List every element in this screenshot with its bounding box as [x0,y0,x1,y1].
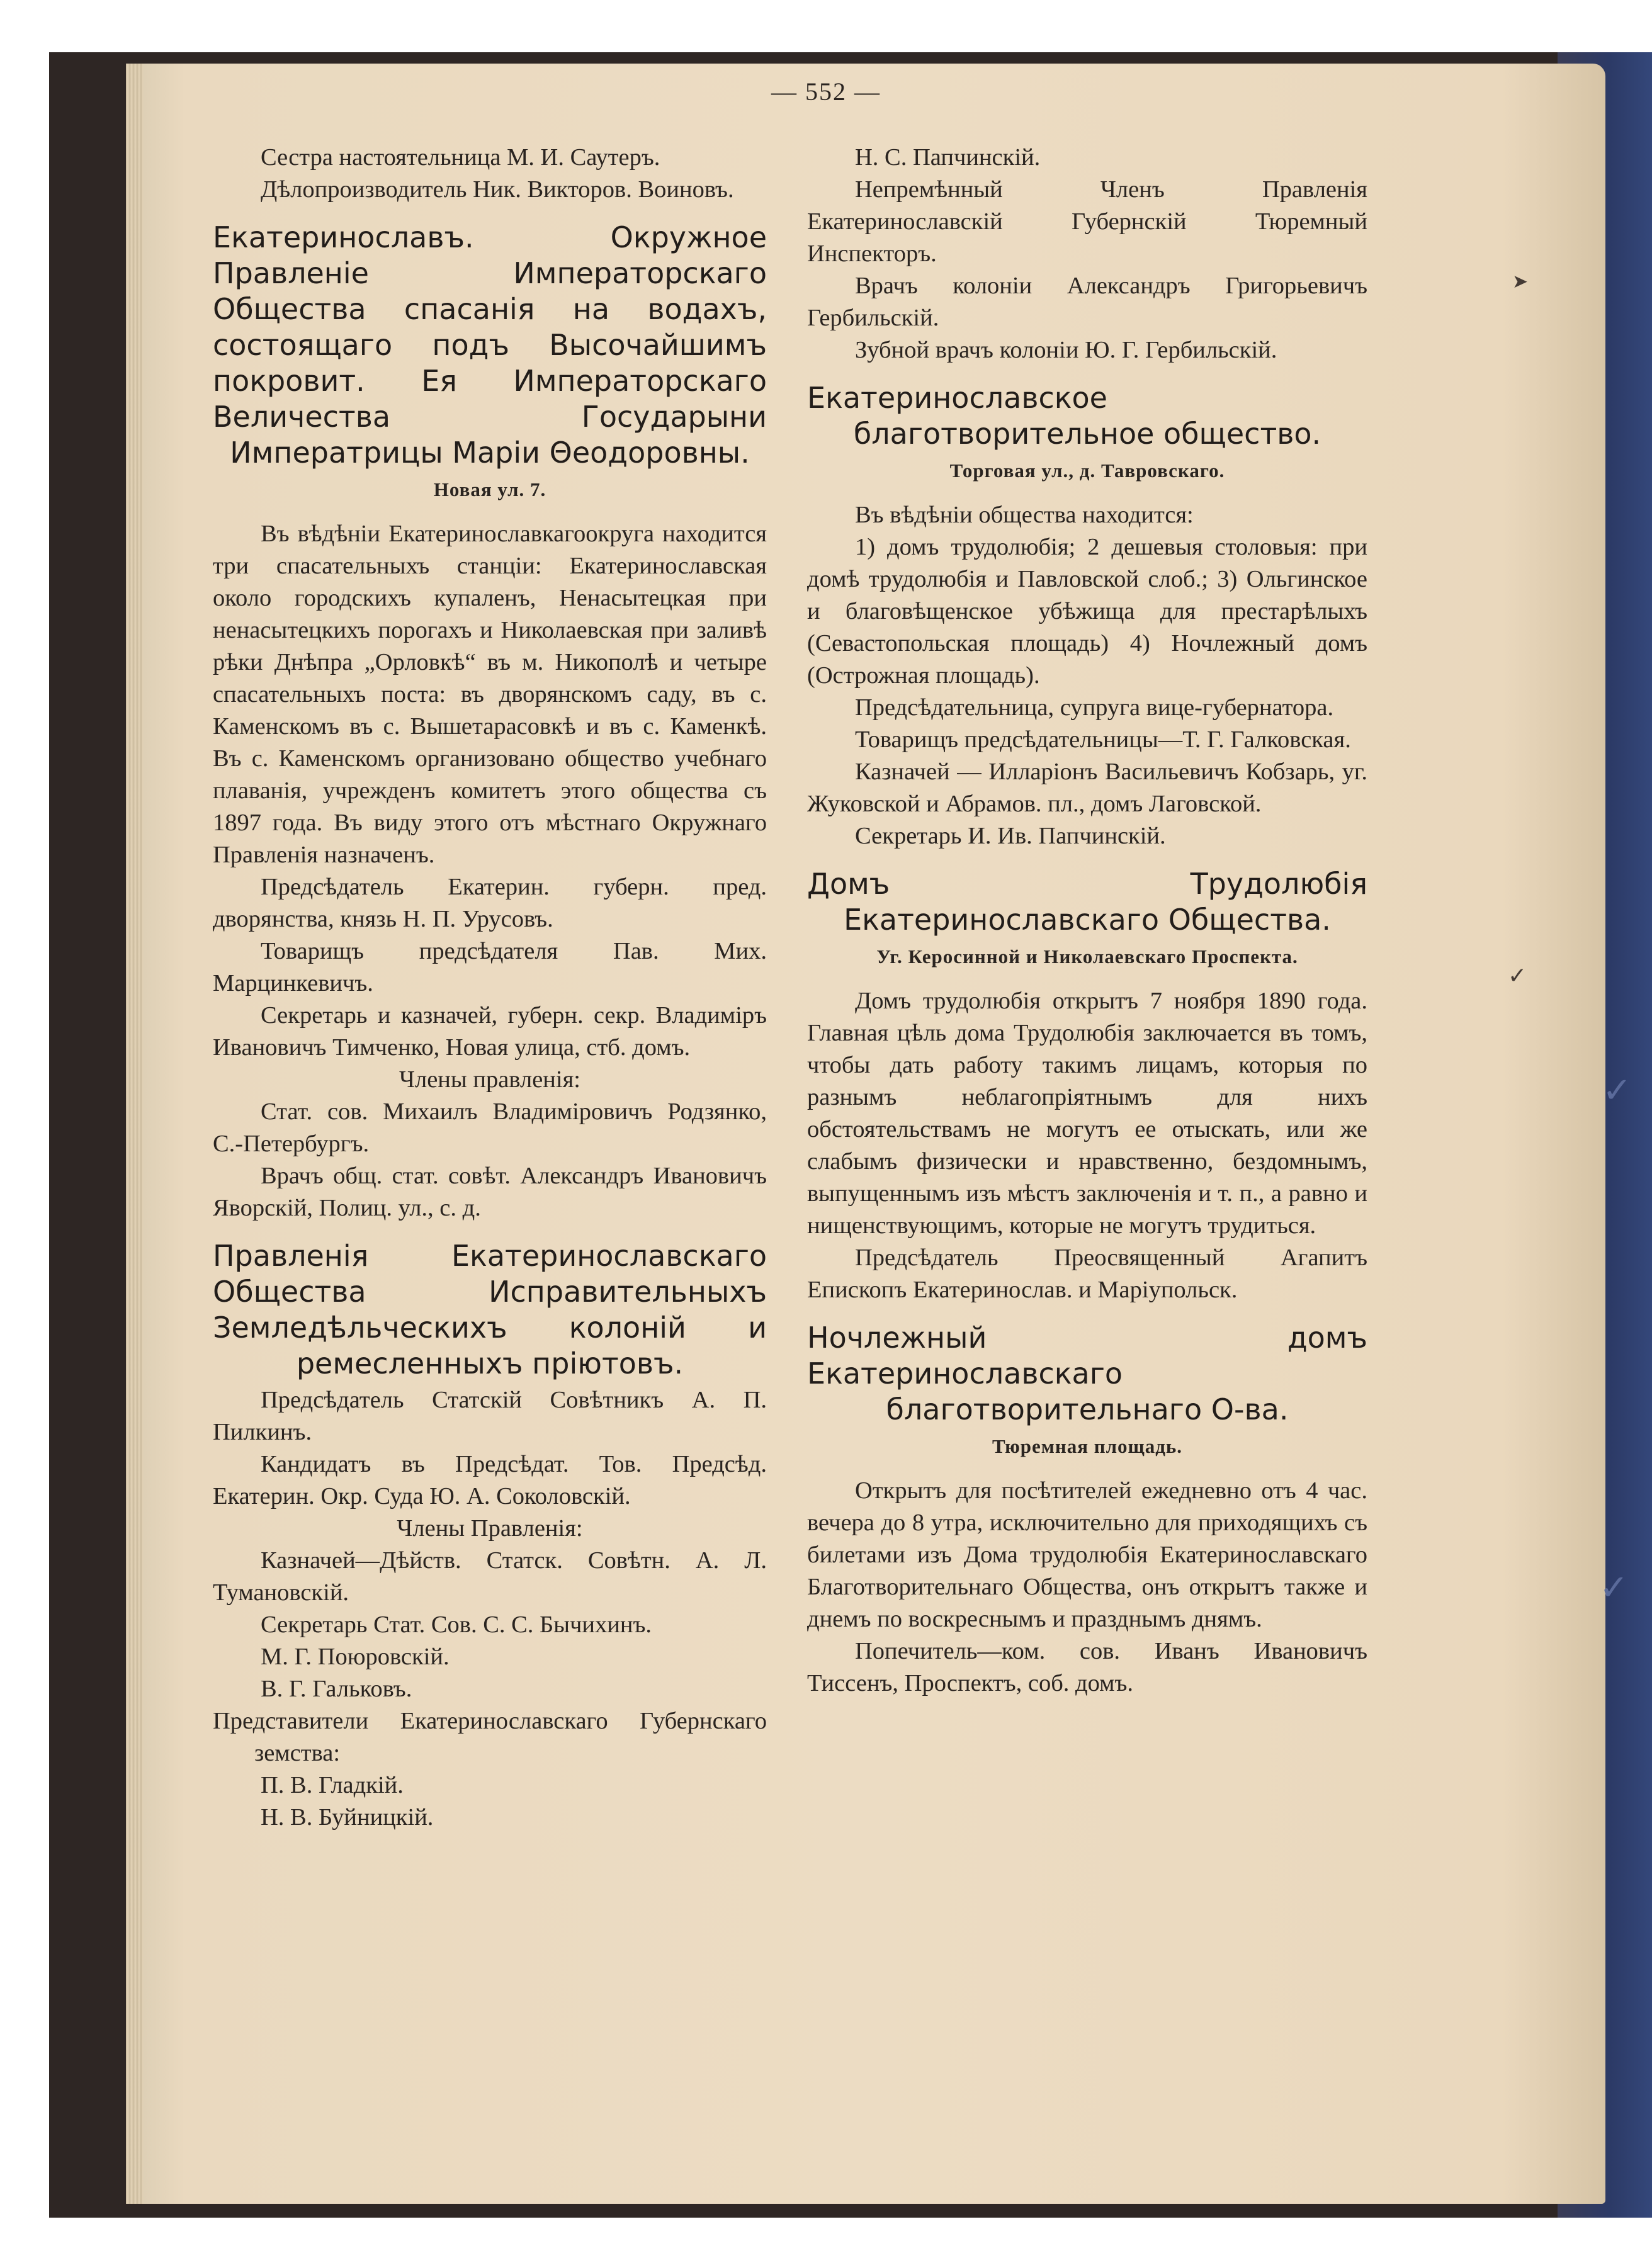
deputy-entry: Товарищъ предсѣдателя Пав. Мих. Марцинкевичъ. [213,938,767,996]
section-heading: Екатеринославъ. Окружное Правленіе Императорскаго Общества спасанія на водахъ, состоящаго подъ Высочайшимъ покровит. Ея Императорскаго Величества Государыни Императрицы Маріи Θеодоровны. [213,220,767,470]
page-number: — 552 — [771,77,881,106]
margin-mark-arrow-icon: ➤ [1512,271,1529,293]
secretary-entry: Секретарь и казначей, губерн. секр. Владиміръ Ивановичъ Тимченко, Новая улица, стб. домъ. [213,1002,767,1061]
section-address: Тюремная площадь. [992,1435,1183,1457]
left-column [213,142,767,1834]
treasurer-entry: Казначей — Илларіонъ Васильевичъ Кобзарь, уг. Жуковской и Абрамов. пл., домъ Лаговской. [807,759,1367,817]
right-column [807,142,1367,1700]
section-heading: Екатеринославское благотворительное общество. [807,381,1321,451]
representative-entry: П. В. Гладкій. [261,1772,404,1798]
chairman-entry: Предсѣдатель Статскій Совѣтникъ А. П. Пилкинъ. [213,1387,767,1445]
intro-line: Непремѣнный Членъ Правленія Екатеринославскій Губернскій Тюремный Инспекторъ. [807,176,1367,267]
secretary-entry: Секретарь И. Ив. Папчинскій. [855,823,1166,849]
section-heading: Ночлежный домъ Екатеринославскаго благотворительнаго О-ва. [807,1321,1367,1426]
member-entry: В. Г. Гальковъ. [261,1676,412,1702]
section-body: Въ вѣдѣніи Екатеринославкагоокруга находится три спасательныхъ станціи: Екатеринославская около городскихъ купаленъ, Ненасытецкая при ненасытецкихъ порогахъ и Николаевская при заливѣ рѣки Днѣпра „Орловкѣ“ въ м. Никополѣ и четыре спасательныхъ поста: въ дворянскомъ саду, въ с. Каменскомъ въ с. Вышетарасовкѣ и въ с. Каменкѣ. Въ с. Каменскомъ организовано общество учебнаго плаванія, учрежденъ комитетъ этого общества съ 1897 года. Въ виду этого отъ мѣстнаго Окружнаго Правленія назначенъ. [213,521,767,868]
intro-line: Дѣлопроизводитель Ник. Викторов. Воиновъ. [261,176,734,203]
chairman-entry: Предсѣдатель Преосвященный Агапитъ Епископъ Екатеринослав. и Маріупольск. [807,1244,1367,1303]
members-label: Члены правленія: [399,1066,581,1093]
chair-entry: Предсѣдательница, супруга вице-губернатора. [855,694,1334,721]
margin-check-icon: ✓ [1599,1567,1629,1608]
section-address: Новая ул. 7. [433,478,546,500]
member-entry: М. Г. Поюровскій. [261,1644,450,1670]
intro-line: Зубной врачъ колоніи Ю. Г. Гербильскій. [855,337,1277,363]
section-body: Домъ трудолюбія открытъ 7 ноября 1890 года. Главная цѣль дома Трудолюбія заключается въ томъ, чтобы дать работу такимъ лицамъ, которыя по разнымъ неблагопріятнымъ для нихъ обстоятельствамъ не могутъ ее отыскать, или же слабымъ физически и нравственно, бездомнымъ, выпущеннымъ изъ мѣстъ заключенія и т. п., а равно и нищенствующимъ, которые не могутъ трудиться. [807,988,1367,1239]
treasurer-entry: Казначей—Дѣйств. Статск. Совѣтн. А. Л. Тумановскій. [213,1547,767,1606]
section-address: Уг. Керосинной и Николаевскаго Проспекта. [876,945,1298,968]
section-heading: Правленія Екатеринославскаго Общества Исправительныхъ Земледѣльческихъ колоній и ремесленныхъ пріютовъ. [213,1239,767,1380]
representative-entry: Н. В. Буйницкій. [261,1804,434,1831]
member-entry: Врачъ общ. стат. совѣт. Александръ Ивановичъ Яворскій, Полиц. ул., с. д. [213,1163,767,1221]
member-entry: Стат. сов. Михаилъ Владиміровичъ Родзянко, С.-Петербургъ. [213,1098,767,1157]
secretary-entry: Секретарь Стат. Сов. С. С. Бычихинъ. [261,1611,652,1638]
members-label: Члены Правленія: [397,1515,583,1542]
trustee-entry: Попечитель—ком. сов. Иванъ Ивановичъ Тиссенъ, Проспектъ, соб. домъ. [807,1638,1367,1696]
margin-check-icon: ✓ [1602,1070,1632,1111]
zemstvo-label: Представители Екатеринославскаго Губернскаго земства: [213,1708,767,1766]
margin-pencil-mark-icon: ✓ [1508,963,1527,989]
section-body: 1) домъ трудолюбія; 2 дешевыя столовыя: при домѣ трудолюбія и Павловской слоб.; 3) Ольгинское и благовѣщенское убѣжища для престарѣлыхъ (Севастопольская площадь) 4) Ночлежный домъ (Острожная площадь). [807,534,1367,689]
intro-line: Н. С. Папчинскій. [855,144,1041,171]
page-edges [126,64,144,2204]
deputy-entry: Товарищъ предсѣдательницы—Т. Г. Галковская. [855,726,1351,753]
candidate-entry: Кандидатъ въ Предсѣдат. Тов. Предсѣд. Екатерин. Окр. Суда Ю. А. Соколовскій. [213,1451,767,1509]
section-heading: Домъ Трудолюбія Екатеринославскаго Общества. [807,867,1367,937]
intro-line: Врачъ колоніи Александръ Григорьевичъ Гербильскій. [807,273,1367,331]
section-address: Торговая ул., д. Тавровскаго. [949,460,1225,482]
section-intro: Въ вѣдѣніи общества находится: [855,502,1194,528]
chairman-entry: Предсѣдатель Екатерин. губерн. пред. дворянства, князь Н. П. Урусовъ. [213,874,767,932]
intro-line: Сестра настоятельница М. И. Саутеръ. [261,144,660,171]
section-body: Открытъ для посѣтителей ежедневно отъ 4 час. вечера до 8 утра, исключительно для приходящихъ съ билетами изъ Дома трудолюбія Екатеринославскаго Благотворительнаго Общества, онъ открытъ также и днемъ по воскреснымъ и празднымъ днямъ. [807,1477,1367,1632]
